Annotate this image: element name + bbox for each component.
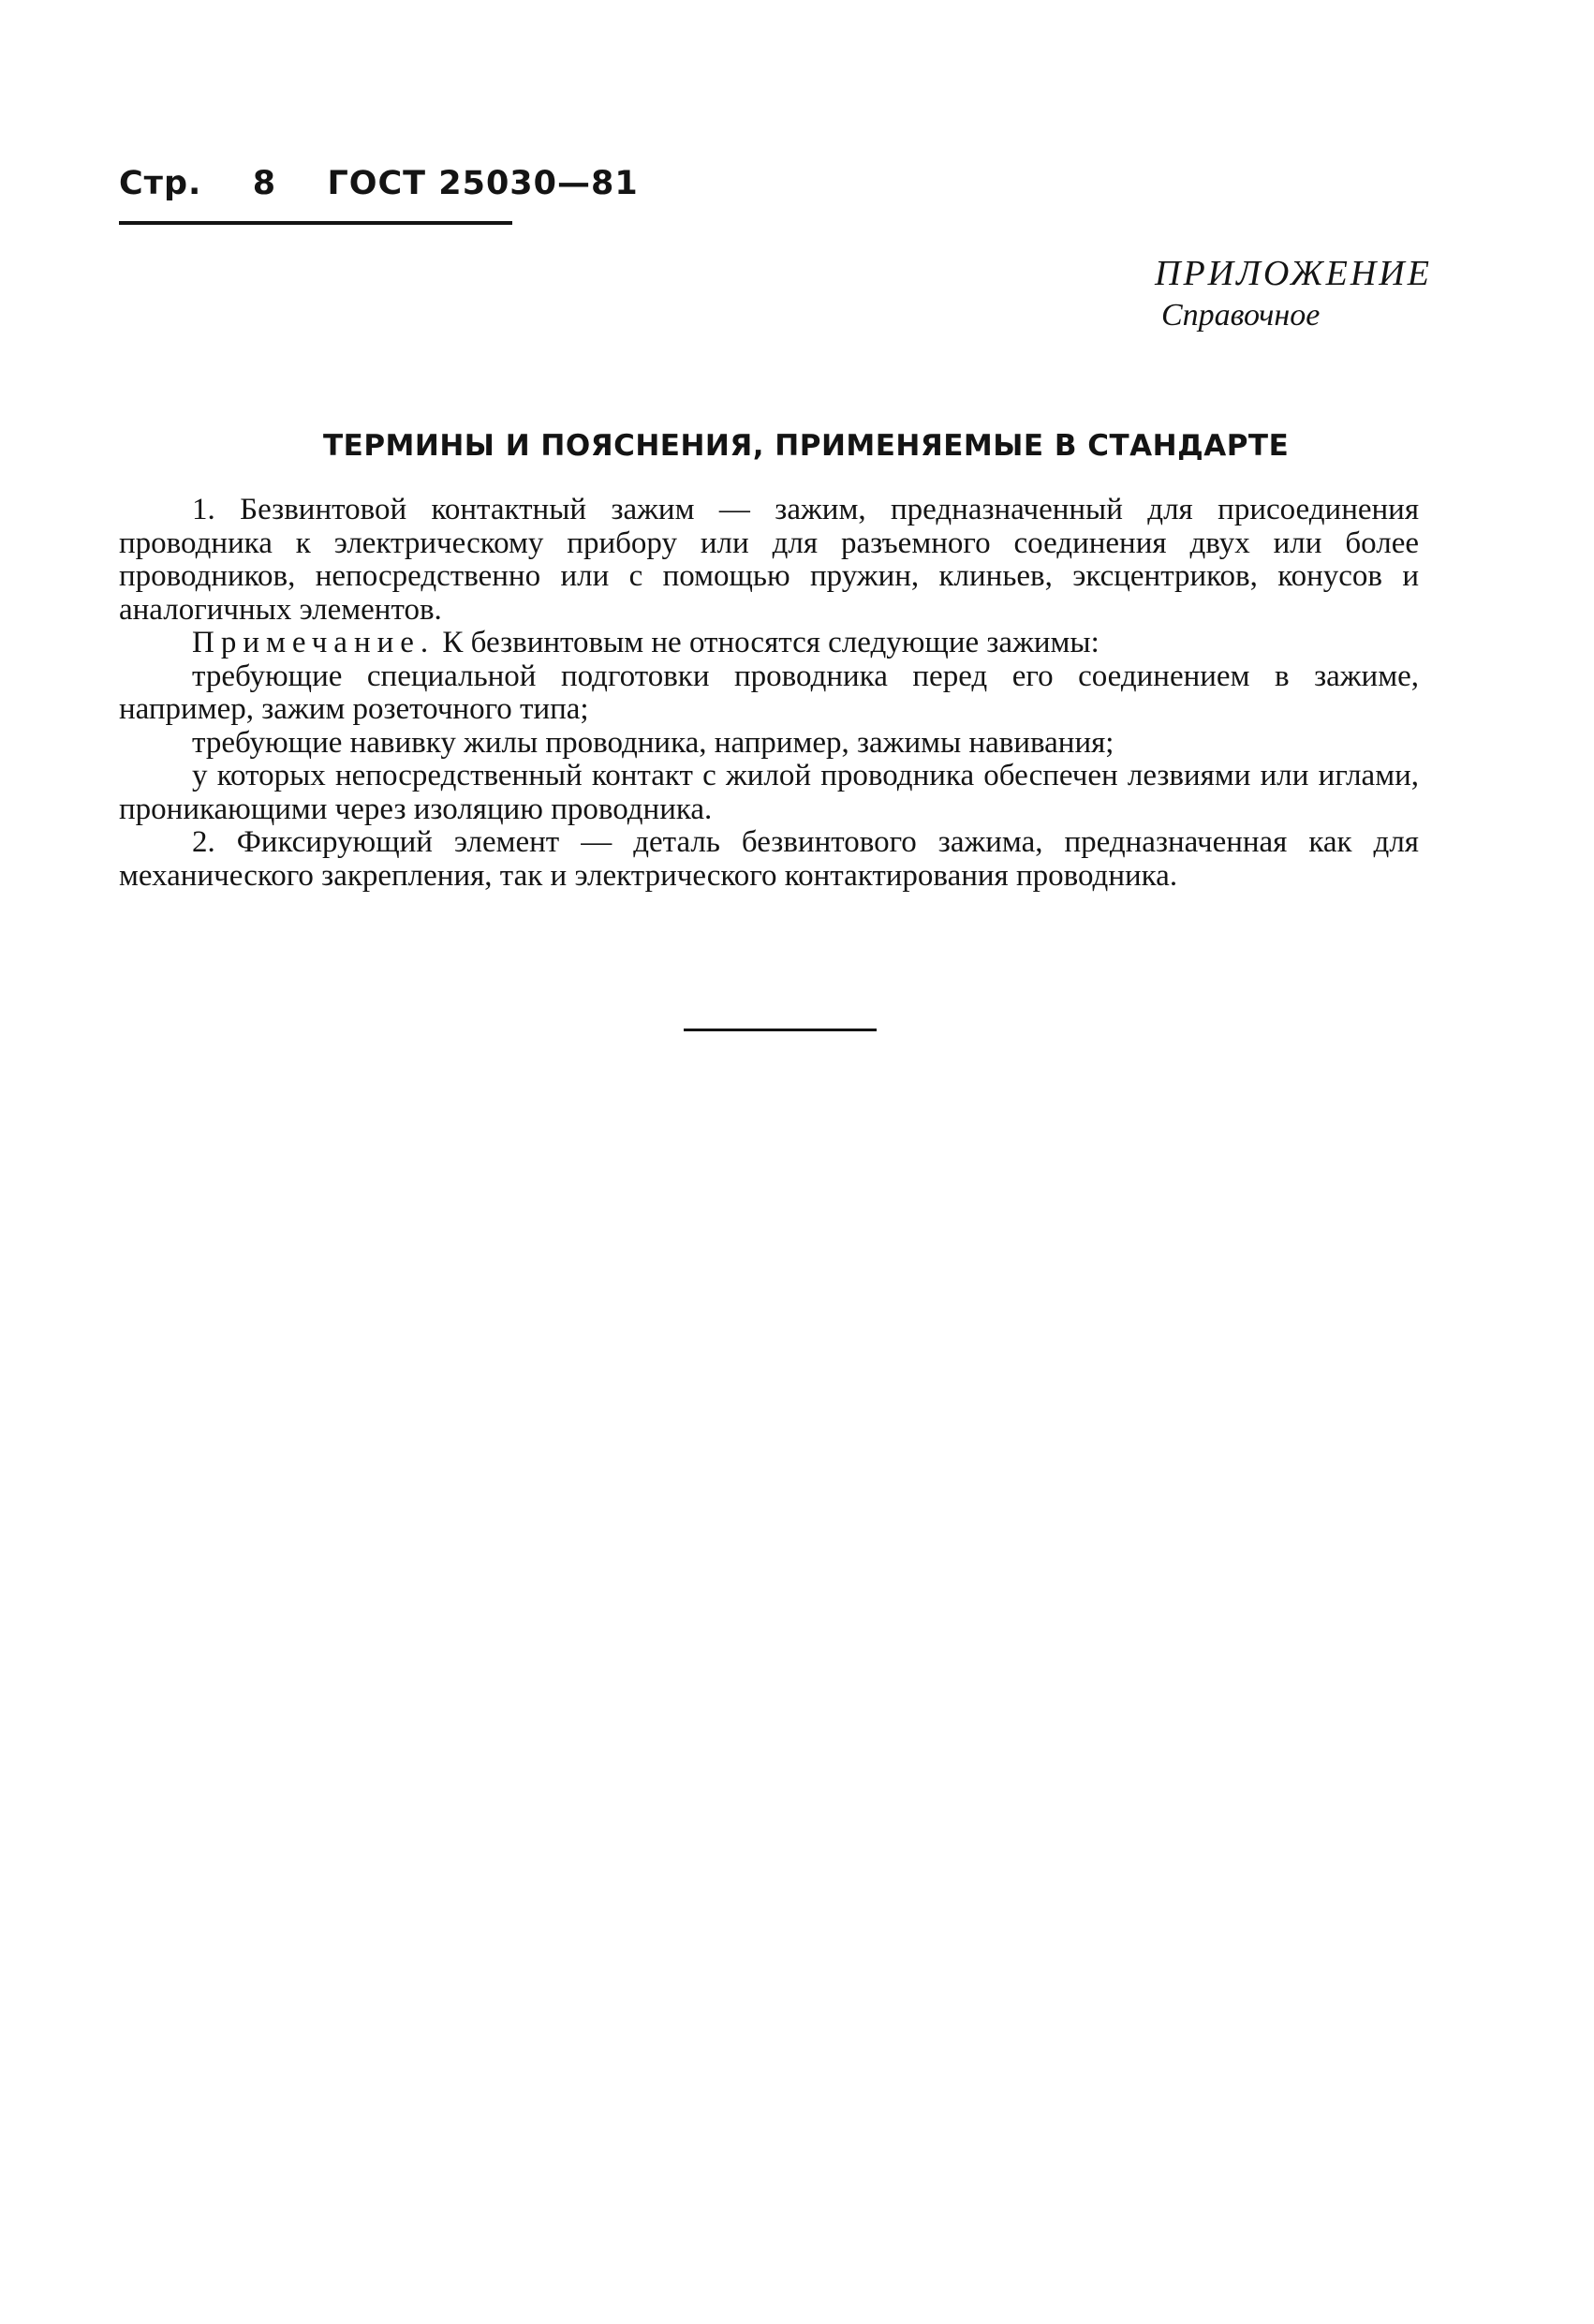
section-heading: ТЕРМИНЫ И ПОЯСНЕНИЯ, ПРИМЕНЯЕМЫЕ В СТАНДАРТЕ xyxy=(323,429,1290,463)
note-item: у которых непосредственный контакт с жилой проводника обеспечен лезвиями или иглами, проникающими через изоляцию проводника. xyxy=(119,759,1419,826)
note-item: требующие специальной подготовки проводника перед его соединением в зажиме, например, зажим розеточного типа; xyxy=(119,659,1419,726)
appendix-title: ПРИЛОЖЕНИЕ xyxy=(1155,254,1432,293)
appendix-subtitle: Справочное xyxy=(1161,298,1321,333)
standard-number: ГОСТ 25030—81 xyxy=(327,165,639,202)
note-label: Примечание. xyxy=(192,626,435,659)
note-text: К безвинтовым не относятся следующие зажимы: xyxy=(442,626,1100,659)
term-2-paragraph: 2. Фиксирующий элемент — деталь безвинтового зажима, предназначенная как для механического закрепления, так и электрического контактирования проводника. xyxy=(119,825,1419,893)
term-1-paragraph: 1. Безвинтовой контактный зажим — зажим, предназначенный для присоединения проводника к электрическому прибору или для разъемного соединения двух или более проводников, непосредственно или с помощью пружин, клиньев, эксцентриков, конусов и аналогичных элементов. xyxy=(119,493,1419,627)
body-text xyxy=(119,494,1419,893)
end-divider xyxy=(684,1029,877,1031)
page-header xyxy=(119,165,639,202)
note-item: требующие навивку жилы проводника, например, зажимы навивания; xyxy=(192,725,1114,760)
header-underline xyxy=(119,221,512,225)
note-paragraph xyxy=(119,627,1419,660)
page-label: Стр. xyxy=(119,165,202,202)
page-number: 8 xyxy=(252,165,277,202)
